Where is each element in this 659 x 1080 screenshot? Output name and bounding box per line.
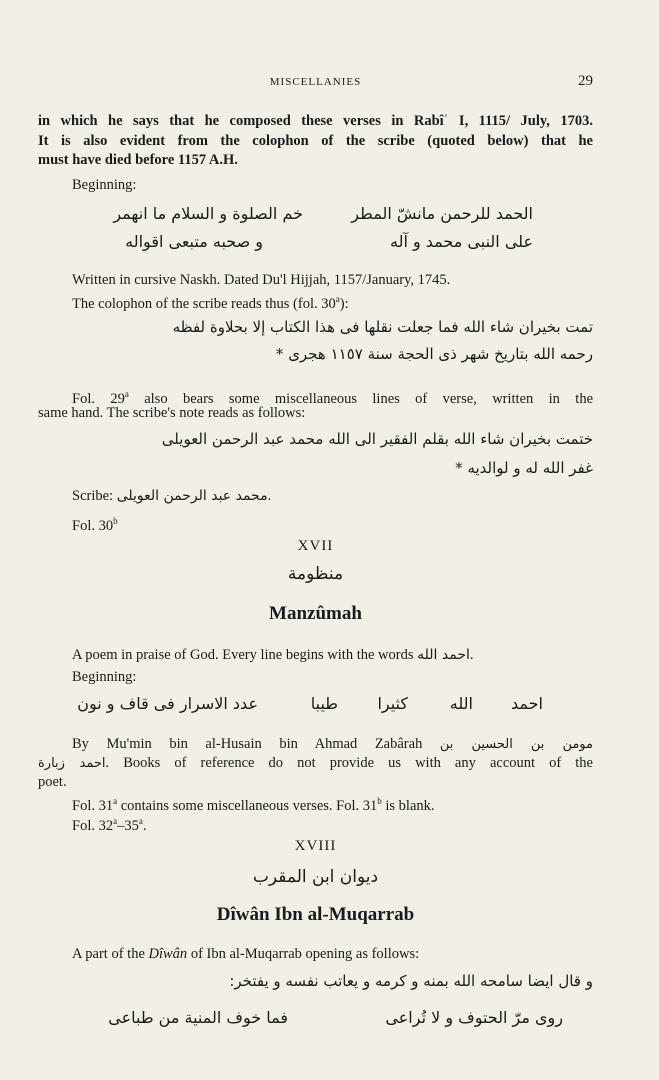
verse-1-line-1 <box>38 204 593 230</box>
fol31-line: Fol. 31$^a$ contains some miscellaneous verses. Fol. 31$^b$ is blank. <box>72 796 435 814</box>
section-17-arabic-title: منظومة <box>287 564 344 584</box>
section-17-beginning: Beginning: <box>72 669 137 685</box>
section-18-description: A part of the Dîwân of Ibn al-Muqarrab opening as follows: <box>72 946 420 962</box>
intro-line-1: in which he says that he composed these verses in Rabîʿ I, 1115/ July, 1703. <box>38 113 593 129</box>
section-17-verse: احمد الله كثيرا طيبا عدد الاسرار فى قاف و نون <box>77 694 543 713</box>
section-17-description: A poem in praise of God. Every line begins with the words احمد الله. <box>72 647 474 663</box>
verse-1a-right: الحمد للرحمن مانشّ المطر <box>351 204 533 223</box>
intro-line-2: It is also evident from the colophon of the scribe (quoted below) that he <box>38 133 593 149</box>
fol29-line-1: Fol. 29$^a$ also bears some miscellaneous lines of verse, written in the <box>72 389 593 407</box>
section-17-author-line-3: poet. <box>38 774 67 790</box>
scribe-arabic: محمد عبد الرحمن العويلى <box>116 488 268 504</box>
section-18-arabic-title: ديوان ابن المقرب <box>252 867 379 887</box>
written-note: Written in cursive Naskh. Dated Du'l Hijjah, 1157/January, 1745. <box>72 272 451 288</box>
colophon-intro: The colophon of the scribe reads thus (fol. 30$^a$): <box>72 294 349 312</box>
verse-1-line-2 <box>38 232 593 258</box>
verse-1b-left: و صحبه متبعى اقواله <box>125 232 263 251</box>
page-number: 29 <box>578 73 593 89</box>
scribe-line: Scribe: محمد عبد الرحمن العويلى. <box>72 488 272 504</box>
fol32-line: Fol. 32$^a$–35$^a$. <box>72 816 147 834</box>
fol30-line: Fol. 30$^b$ <box>72 516 118 534</box>
fol29-arabic-2: غفر الله له و لوالديه * <box>455 459 593 477</box>
section-17-author-line-2: احمد زبارة. Books of reference do not provide us with any account of the <box>38 755 593 771</box>
fol29-arabic-1: ختمت بخيران شاء الله بقلم الفقير الى الله محمد عبد الرحمن العويلى <box>161 430 593 448</box>
verse-1b-right: على النبى محمد و آله <box>389 232 533 251</box>
section-18-arabic-verse: روى مرّ الحتوف و لا تُراعى فما خوف المنية من طباعى <box>108 1008 563 1027</box>
beginning-label: Beginning: <box>72 177 137 193</box>
colophon-arabic-1: تمت بخيران شاء الله فما جعلت نقلها فى هذا الكتاب إلا بحلاوة لفظه <box>172 318 593 336</box>
intro-line-3: must have died before 1157 A.H. <box>38 152 238 168</box>
section-17-title: Manzûmah <box>269 603 362 624</box>
section-17-numeral: XVII <box>297 538 334 554</box>
fol29-line-2: same hand. The scribe's note reads as follows: <box>38 405 306 421</box>
verse-1a-left: خم الصلوة و السلام ما انهمر <box>113 204 303 223</box>
book-page <box>38 0 593 1080</box>
section-18-numeral: XVIII <box>294 838 337 854</box>
section-17-author-line-1: By Mu'min bin al-Husain bin Ahmad Zabârah مومن بن الحسين بن <box>72 736 593 752</box>
section-18-title: Dîwân Ibn al-Muqarrab <box>216 904 415 925</box>
colophon-arabic-2: رحمه الله بتاريخ شهر ذى الحجة سنة ١١٥٧ هجرى * <box>275 345 593 363</box>
running-head-title: MISCELLANIES <box>269 76 362 88</box>
section-18-arabic-1: و قال ايضا سامحه الله بمنه و كرمه و يعاتب نفسه و يفتخر: <box>229 972 593 990</box>
running-head <box>38 73 593 92</box>
